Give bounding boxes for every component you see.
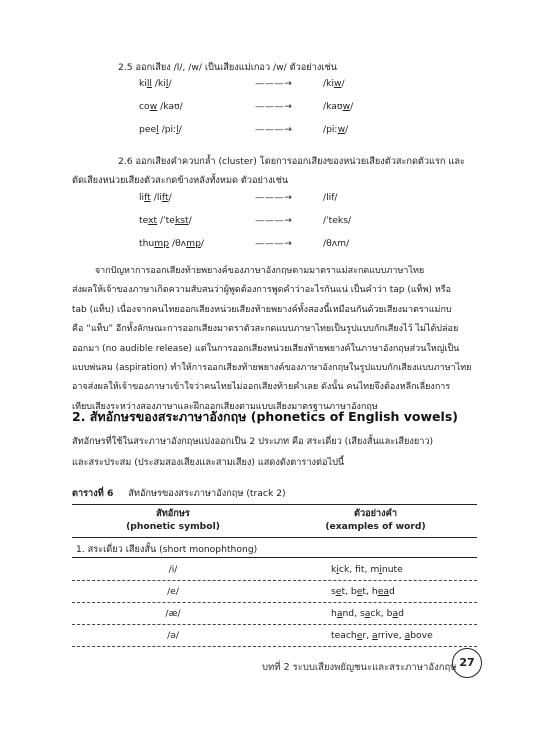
example-vowel-underlined: a [336, 608, 343, 619]
table-row-divider [72, 646, 477, 647]
example-result-underlined: w [337, 124, 346, 135]
example-word: kill /kil/ [139, 78, 172, 89]
body-paragraph [72, 262, 474, 417]
section-2-intro-line2: และสระประสม (ประสมสองเสียงและสามเสียง) แสดงดังตารางต่อไปนี้ [72, 457, 345, 468]
section-2-heading: 2. สัทอักษรของสระภาษาอังกฤษ (phonetics of English vowels) [72, 409, 458, 424]
example-row [0, 215, 539, 229]
table-caption-label: ตารางที่ 6 [72, 488, 114, 499]
example-word: cow /kaʊ/ [139, 101, 183, 112]
arrow-icon: ———→ [255, 101, 293, 112]
paragraph-line: คือ “แท็บ” อีกทั้งลักษณะการออกเสียงมาตราตัวสะกดแบบภาษาไทยเป็นรูปแบบกักเสียงไว้ ไม่ได้ปล่อย [72, 324, 459, 335]
paragraph-line: เทียบเสียงระหว่างสองภาษาและฝึกออกเสียงตามแบบเสียงมาตรฐานภาษาอังกฤษ [72, 401, 378, 412]
example-word-underlined: mp [154, 238, 170, 249]
arrow-icon: ———→ [255, 215, 293, 226]
example-result-underlined: w [342, 101, 351, 112]
paragraph-line: tab (แท็บ) เนื่องจากคนไทยออกเสียงหน่วยเสียงท้ายพยางค์ทั้งสองนี้เหมือนกันด้วยเสียงมาตราแม่กบ [72, 304, 452, 315]
header-examples-thai: ตัวอย่างคำ [354, 508, 397, 519]
table-cell-examples: teacher, arrive, above [331, 630, 433, 641]
header-examples-en: (examples of word) [325, 521, 426, 532]
example-ipa-underlined: mp [186, 238, 201, 249]
header-symbol-thai: สัทอักษร [156, 508, 190, 519]
header-symbol-en: (phonetic symbol) [126, 521, 220, 532]
example-vowel-underlined: a [372, 630, 378, 641]
table-cell-symbol: /e/ [167, 586, 179, 597]
page-number: 27 [452, 648, 482, 678]
example-word-underlined: xt [148, 215, 158, 226]
page-footer: บทที่ 2 ระบบเสียงพยัญชนะและสระภาษาอังกฤษ [262, 662, 457, 673]
example-vowel-underlined: i [379, 564, 382, 575]
paragraph-line: จากปัญหาการออกเสียงท้ายพยางค์ของภาษาอังกฤษตามมาตราแม่สะกดแบบภาษาไทย [72, 266, 425, 276]
table-group-rule [72, 557, 477, 558]
table-row-divider [72, 580, 477, 581]
example-row [0, 124, 539, 138]
arrow-icon: ———→ [255, 192, 293, 203]
example-result: /piːw/ [323, 124, 349, 135]
example-word: text /ˈtekst/ [139, 215, 192, 226]
table-cell-examples: kick, ft, minute [331, 564, 403, 575]
example-result: /lif/ [323, 192, 338, 203]
example-vowel-underlined: e [356, 586, 363, 597]
example-word-underlined: l [156, 124, 159, 135]
paragraph-line: ส่งผลให้เจ้าของภาษาเกิดความสับสนว่าผู้พูดต้องการพูดคำว่าอะไรกันแน่ เป็นคำว่า tap (แท็พ) หรือ [72, 285, 452, 296]
section-2-intro-line1: สัทอักษรที่ใช้ในสระภาษาอังกฤษแบ่งออกเป็น 2 ประเภท คือ สระเดี่ยว (เสียงสั้นและเสียงยาว) [72, 436, 434, 447]
arrow-icon: ———→ [255, 238, 293, 249]
table-caption-text: สัทอักษรของสระภาษาอังกฤษ (track 2) [128, 488, 286, 499]
example-result: /kaʊw/ [323, 101, 354, 112]
example-result: /kiw/ [323, 78, 345, 89]
paragraph-line: ออกมา (no audible release) แต่ในการออกเสียงหน่วยเสียงท้ายพยางค์ในภาษาอังกฤษส่วนใหญ่เป็น [72, 343, 460, 354]
example-result-underlined: w [333, 78, 342, 89]
paragraph-line: อาจส่งผลให้เจ้าของภาษาเข้าใจว่าคนไทยไม่ออกเสียงท้ายคำเลย ดังนั้น คนไทยจึงต้องหลีกเลี่ยงการ [72, 382, 451, 393]
example-vowel-underlined: e [335, 586, 342, 597]
table-cell-symbol: /i/ [168, 564, 178, 575]
table-caption [72, 486, 286, 501]
example-row [0, 192, 539, 206]
table-top-rule [72, 504, 477, 505]
table-header-examples [274, 507, 477, 533]
example-ipa-underlined: ft [161, 192, 169, 203]
paragraph-line: แบบพ่นลม (aspiration) ทำให้การออกเสียงท้ายพยางค์ของภาษาอังกฤษในรูปแบบกักเสียงแบบภาษาไทย [72, 363, 472, 374]
example-vowel-underlined: e [356, 630, 363, 641]
example-vowel-underlined: i [336, 564, 339, 575]
example-result: /ˈteks/ [323, 215, 352, 226]
example-ipa-underlined: l [176, 124, 179, 135]
section-2-6-line2: ตัดเสียงหน่วยเสียงตัวสะกดข้างหลังทั้งหมด ตัวอย่างเช่น [72, 175, 289, 186]
example-ipa-underlined: kst [174, 215, 189, 226]
example-vowel-underlined: a [364, 608, 371, 619]
table-cell-examples: hand, sack, bad [331, 608, 404, 619]
example-result: /θʌm/ [323, 238, 350, 249]
example-word-underlined: ll [146, 78, 152, 89]
table-header-symbol [72, 507, 274, 533]
arrow-icon: ———→ [255, 78, 293, 89]
table-header-rule [72, 537, 477, 538]
example-word: peel /piːl/ [139, 124, 182, 135]
example-vowel-underlined: a [392, 608, 399, 619]
table-group-label: 1. สระเดี่ยว เสียงสั้น (short monophthong) [76, 544, 258, 555]
example-row [0, 238, 539, 252]
table-cell-examples: set, bet, head [331, 586, 395, 597]
example-ipa-underlined: l [165, 78, 169, 89]
example-vowel-underlined: a [404, 630, 411, 641]
example-word-underlined: ft [144, 192, 151, 203]
example-row [0, 101, 539, 115]
example-word: thump /θʌmp/ [139, 238, 205, 249]
table-cell-symbol: /æ/ [165, 608, 181, 619]
table-cell-symbol: /ə/ [167, 630, 179, 641]
table-row-divider [72, 624, 477, 625]
table-row-divider [72, 602, 477, 603]
section-2-6-line1: 2.6 ออกเสียงคำควบกล้ำ (cluster) โดยการออกเสียงของหน่วยเสียงตัวสะกดตัวแรก และ [118, 156, 465, 167]
arrow-icon: ———→ [255, 124, 293, 135]
example-word: lift /lift/ [139, 192, 172, 203]
section-2-5-heading: 2.5 ออกเสียง /l/, /w/ เป็นเสียงแม่เกอว /w/ ตัวอย่างเช่น [118, 62, 337, 73]
example-row [0, 78, 539, 92]
example-vowel-underlined: ea [377, 586, 389, 597]
example-word-underlined: w [149, 101, 158, 112]
